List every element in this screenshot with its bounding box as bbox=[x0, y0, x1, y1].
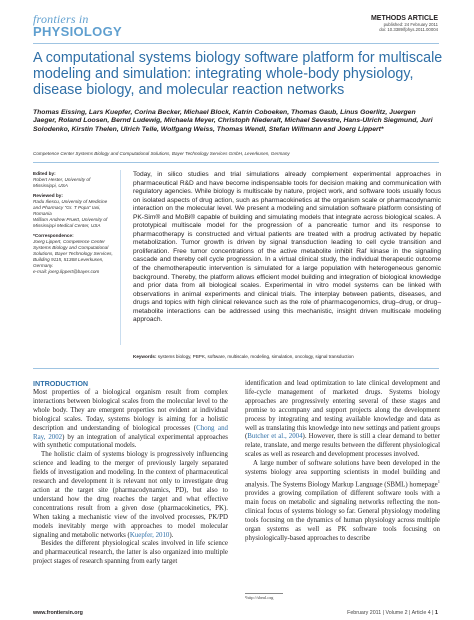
keywords bbox=[133, 354, 441, 359]
journal-name-line2: PHYSIOLOGY bbox=[33, 24, 122, 39]
footer-issue-text: February 2011 | Volume 2 | Article 4 | bbox=[347, 610, 436, 616]
header-divider bbox=[33, 43, 439, 44]
sidebar-divider bbox=[120, 170, 121, 345]
page-number: 1 bbox=[435, 610, 438, 616]
correspondence-email[interactable]: e-mail: joerg.lippert@bayer.com bbox=[33, 269, 100, 274]
footnote: ¹http://sbml.org bbox=[245, 595, 274, 600]
left-paragraph-1: Most properties of a biological organism result from complex interactions between biological scales from the molecular level to the whole body. They are emergent properties not evident at individual biological scales. Today, systems biology is aiming for a holistic description and understanding of biological processes (Chong and Ray, 2002) by an integration of analytical experimental approaches with synthetic computational models. bbox=[33, 389, 228, 450]
footnote-divider bbox=[245, 593, 283, 594]
article-title: A computational systems biology software platform for multiscale modeling and simulation: integrating whole-body physiology, disease biology, and molecular reaction networks bbox=[33, 50, 443, 98]
doi: doi: 10.3389/fphys.2011.00004 bbox=[379, 27, 438, 32]
citation-link[interactable]: Butcher et al., 2004 bbox=[247, 433, 303, 441]
abstract-divider bbox=[33, 368, 439, 369]
body-column-left bbox=[33, 389, 228, 567]
correspondence-label: *Correspondence: bbox=[33, 233, 74, 238]
footnote-marker[interactable]: 1 bbox=[437, 478, 440, 484]
article-type: METHODS ARTICLE bbox=[370, 15, 438, 22]
published-date: published: 24 February 2011 bbox=[383, 22, 438, 27]
citation-link[interactable]: Kuepfer, 2010 bbox=[129, 531, 170, 539]
citation-link[interactable]: Chong and Ray, 2002 bbox=[33, 424, 228, 441]
reviewer-1: Radu Iliescu, University of Medicine and Pharmacy "Gr. T Popa" Iasi, Romania bbox=[33, 199, 108, 216]
editorial-sidebar bbox=[33, 171, 113, 275]
journal-logo bbox=[33, 14, 122, 38]
keywords-label: Keywords: bbox=[133, 354, 157, 359]
journal-name-line1: frontiers in bbox=[33, 12, 89, 26]
abstract-text: Today, in silico studies and trial simulations already complement experimental approaches in pharmaceutical R&D and have become indispensable tools for decision making and communication with regulatory agencies. While biology is multiscale by nature, project work, and software tools usually focus on isolated aspects of drug action, such as pharmacokinetics at the organism scale or pharmacodynamic interaction on the molecular level. We present a modeling and simulation software platform consisting of PK-Sim® and MoBi® capable of building and simulating models that integrate across biological scales. A prototypical multiscale model for the progression of a pancreatic tumor and its response to pharmacotherapy is constructed and virtual patients are treated with a prodrug activated by hepatic metabolization. Tumor growth is driven by signal transduction leading to cell cycle transition and proliferation. Free tumor concentrations of the active metabolite inhibit Raf kinase in the signaling cascade and thereby cell cycle progression. In a virtual clinical study, the individual therapeutic outcome of the chemotherapeutic intervention is simulated for a large population with heterogeneous genomic background. Thereby, the platform allows efficient model building and integration of biological knowledge and prior data from all biological scales. Experimental in vitro model systems can be linked with observations in animal experiments and clinical trials. The interplay between patients, diseases, and drugs and topics with high clinical relevance such as the role of pharmacogenomics, drug–drug, or drug–metabolite interactions can be addressed using this mechanistic, insight driven multiscale modeling approach. bbox=[133, 171, 441, 324]
abstract bbox=[133, 171, 441, 325]
section-divider bbox=[33, 162, 439, 163]
edited-by-text: Robert Hester, University of Mississippi, USA bbox=[33, 177, 91, 188]
right-paragraph-2: A large number of software solutions have been developed in the systems biology area supporting scientists in model building and analysis. The Systems Biology Markup Language (SBML) homepage$^1$ provides a growing compilation of different software tools with a main focus on metabolic and signaling networks reflecting the non-clinical focus of systems biology so far. General physiology modeling tools focusing on the dynamics of human physiology across multiple organ systems as well as PK software tools focusing on physiologically-based approaches to describe bbox=[245, 460, 440, 542]
right-paragraph-1: identification and lead optimization to late clinical development and life-cycle management of marketed drugs. Systems biology approaches are progressively entering several of these stages and promise to accompany and support projects along the development process by integrating and testing available knowledge and data as well as translating this knowledge into new settings and patient groups (Butcher et al., 2004). However, there is still a clear demand to better relate, translate, and merge results between the different physiological scales as well as research and development processes involved. bbox=[245, 380, 440, 459]
footer-issue bbox=[347, 610, 438, 616]
introduction-heading: INTRODUCTION bbox=[33, 379, 89, 388]
article-meta bbox=[371, 15, 438, 32]
keywords-text: systems biology, PBPK, software, multiscale, modeling, simulation, oncology, signal transduction bbox=[157, 354, 354, 359]
footer-url[interactable]: www.frontiersin.org bbox=[33, 610, 83, 616]
affiliation: Competence Center Systems Biology and Computational Solutions, Bayer Technology Services GmbH, Leverkusen, Germany bbox=[33, 151, 290, 156]
left-paragraph-3: Besides the different physiological scales involved in life science and pharmaceutical research, the latter is also organized into multiple project stages of research spanning from early target bbox=[33, 540, 228, 566]
left-paragraph-2: The holistic claim of systems biology is progressively influencing science and leading to the merger of previously largely separated fields of investigation and modeling. In the context of pharmaceutical research and development it is relevant not only to investigate drug action at the target site (pharmacodynamics, PD), but also to understand how the drug reaches the target and what effective concentrations result from a given dose (pharmacokinetics, PK). When taking a mechanistic view of the involved processes, PK/PD models inevitably merge with approaches to model molecular signaling and metabolic networks (Kuepfer, 2010). bbox=[33, 451, 228, 539]
reviewed-by-label: Reviewed by: bbox=[33, 193, 63, 198]
reviewer-2: William Andrew Pruett, University of Mississippi Medical Center, USA bbox=[33, 217, 108, 228]
correspondence-text: Joerg Lippert, Competence Center Systems Biology and Computational Solutions, Bayer Technology Services, Building 9115, 51368 Leverkusen, Germany. bbox=[33, 239, 113, 268]
author-list: Thomas Eissing, Lars Kuepfer, Corina Becker, Michael Block, Katrin Coboeken, Thomas Gaub, Linus Goerlitz, Juergen Jaeger, Roland Loosen, Bernd Ludewig, Michaela Meyer, Christoph Niederalt, Michael Sevestre, Hans-Ulrich Siegmund, Juri Solodenko, Kirstin Thelen, Ulrich Telle, Wolfgang Weiss, Thomas Wendl, Stefan Willmann and Joerg Lippert* bbox=[33, 109, 433, 133]
edited-by-label: Edited by: bbox=[33, 171, 56, 176]
body-column-right bbox=[245, 380, 440, 544]
